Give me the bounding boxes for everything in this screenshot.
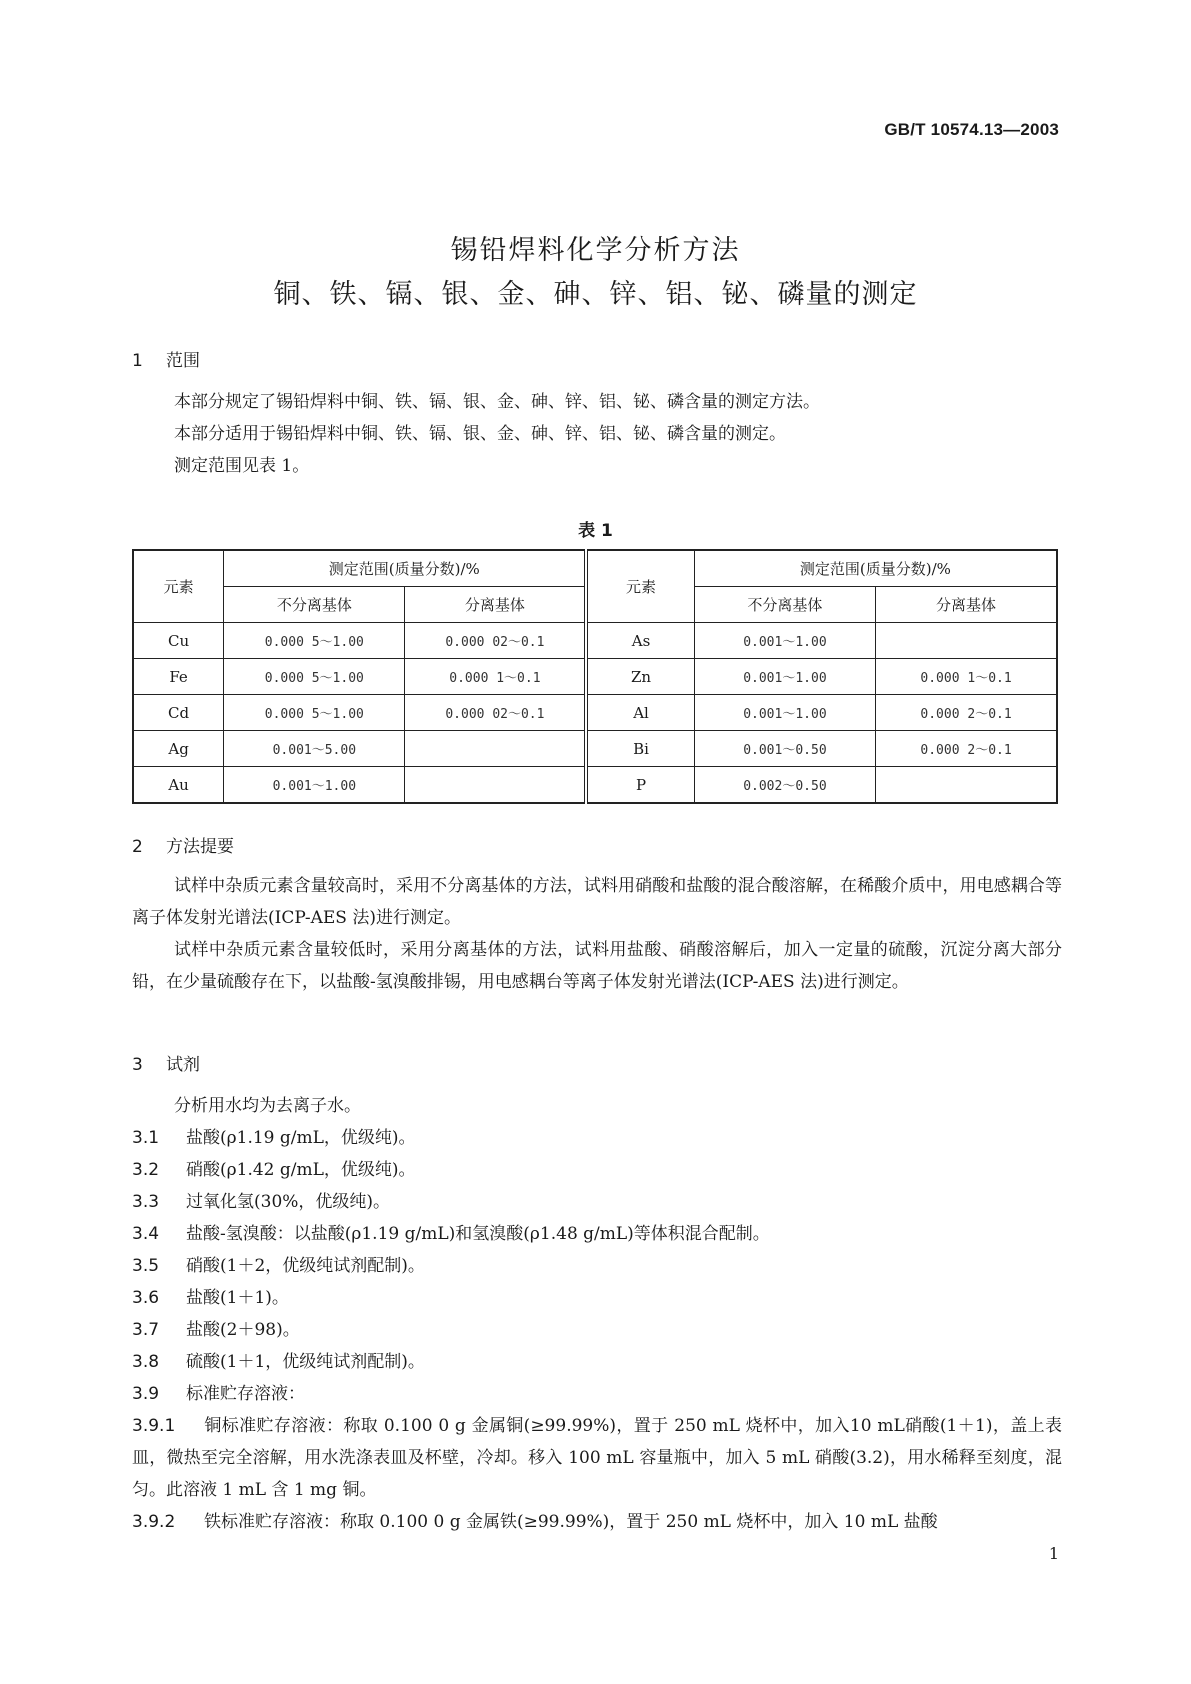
item-text: 盐酸-氢溴酸：以盐酸(ρ1.19 g/mL)和氢溴酸(ρ1.48 g/mL)等体积混合配制。 <box>186 1224 770 1244</box>
item-text: 盐酸(1＋1)。 <box>186 1288 289 1308</box>
paragraph: 试样中杂质元素含量较低时，采用分离基体的方法，试料用盐酸、硝酸溶解后，加入一定量的硫酸，沉淀分离大部分铅，在少量硫酸存在下，以盐酸-氢溴酸排锡，用电感耦台等离子体发射光谱法(ICP-AES 法)进行测定。 <box>132 940 1062 992</box>
range-cell: 0.000 02～0.1 <box>405 695 586 731</box>
range-cell <box>876 767 1057 804</box>
item-number: 3.7 <box>132 1320 160 1340</box>
range-cell: 0.000 5～1.00 <box>224 623 405 659</box>
item-text: 硫酸(1＋1，优级纯试剂配制)。 <box>186 1352 425 1372</box>
item-text: 盐酸(ρ1.19 g/mL，优级纯)。 <box>186 1128 416 1148</box>
list-item <box>132 1186 1062 1218</box>
page-number: 1 <box>1048 1544 1059 1563</box>
section-2-heading <box>132 832 234 857</box>
header-separated: 分离基体 <box>405 587 586 623</box>
range-cell: 0.001～1.00 <box>694 695 875 731</box>
element-cell: Cu <box>133 623 224 659</box>
section-3-heading <box>132 1050 200 1075</box>
header-nonseparated: 不分离基体 <box>224 587 405 623</box>
section-title: 范围 <box>166 351 200 371</box>
list-item <box>132 1154 1062 1186</box>
section-title: 试剂 <box>166 1055 200 1075</box>
range-cell: 0.000 02～0.1 <box>405 623 586 659</box>
list-item <box>132 1282 1062 1314</box>
list-item <box>132 1346 1062 1378</box>
range-cell: 0.000 1～0.1 <box>405 659 586 695</box>
paragraph: 本部分规定了锡铅焊料中铜、铁、镉、银、金、砷、锌、铝、铋、磷含量的测定方法。 <box>174 392 820 412</box>
table-row <box>133 695 1057 731</box>
item-text: 硝酸(1＋2，优级纯试剂配制)。 <box>186 1256 425 1276</box>
section-number: 2 <box>132 837 143 857</box>
item-number: 3.9.2 <box>132 1512 176 1532</box>
list-item <box>132 1122 1062 1154</box>
header-range: 测定范围(质量分数)/% <box>694 550 1057 587</box>
range-cell <box>876 623 1057 659</box>
header-element: 元素 <box>133 550 224 623</box>
list-item <box>132 1314 1062 1346</box>
element-cell: Cd <box>133 695 224 731</box>
range-cell: 0.000 2～0.1 <box>876 731 1057 767</box>
item-text: 铜标准贮存溶液：称取 0.100 0 g 金属铜(≥99.99%)，置于 250 mL 烧杯中，加入10 mL硝酸(1＋1)，盖上表皿，微热至完全溶解，用水洗涤表皿及杯壁，冷却。移入 100 mL 容量瓶中，加入 5 mL 硝酸(3.2)，用水稀释至刻度，混匀。此溶液 1 mL 含 1 mg 铜。 <box>132 1416 1062 1500</box>
item-number: 3.5 <box>132 1256 160 1276</box>
list-item <box>132 1378 1062 1410</box>
table-row <box>133 623 1057 659</box>
item-number: 3.3 <box>132 1192 160 1212</box>
table-header-row <box>133 550 1057 587</box>
section-title: 方法提要 <box>166 837 234 857</box>
item-text: 硝酸(ρ1.42 g/mL，优级纯)。 <box>186 1160 416 1180</box>
range-cell: 0.001～1.00 <box>224 767 405 804</box>
table-row <box>133 731 1057 767</box>
range-cell: 0.000 1～0.1 <box>876 659 1057 695</box>
element-cell: Bi <box>586 731 694 767</box>
range-cell: 0.000 5～1.00 <box>224 659 405 695</box>
standard-code: GB/T 10574.13—2003 <box>884 120 1059 139</box>
item-text: 盐酸(2＋98)。 <box>186 1320 300 1340</box>
element-cell: Zn <box>586 659 694 695</box>
item-number: 3.8 <box>132 1352 160 1372</box>
header-separated: 分离基体 <box>876 587 1057 623</box>
range-cell: 0.001～0.50 <box>694 731 875 767</box>
table-1 <box>132 549 1058 804</box>
item-number: 3.1 <box>132 1128 160 1148</box>
section-number: 1 <box>132 351 143 371</box>
paragraph: 试样中杂质元素含量较高时，采用不分离基体的方法，试料用硝酸和盐酸的混合酸溶解，在稀酸介质中，用电感耦合等离子体发射光谱法(ICP-AES 法)进行测定。 <box>132 876 1062 928</box>
paragraph: 本部分适用于锡铅焊料中铜、铁、镉、银、金、砷、锌、铝、铋、磷含量的测定。 <box>174 424 786 444</box>
item-number: 3.2 <box>132 1160 160 1180</box>
item-text: 过氧化氢(30%，优级纯)。 <box>186 1192 391 1212</box>
list-item <box>132 1410 1062 1506</box>
element-cell: As <box>586 623 694 659</box>
element-cell: Fe <box>133 659 224 695</box>
range-cell <box>405 731 586 767</box>
section-number: 3 <box>132 1055 143 1075</box>
range-cell: 0.000 2～0.1 <box>876 695 1057 731</box>
table-row <box>133 659 1057 695</box>
list-item <box>132 1506 1062 1538</box>
range-cell: 0.002～0.50 <box>694 767 875 804</box>
range-cell: 0.001～1.00 <box>694 659 875 695</box>
item-number: 3.4 <box>132 1224 160 1244</box>
table-row <box>133 767 1057 804</box>
header-range: 测定范围(质量分数)/% <box>224 550 587 587</box>
element-cell: Au <box>133 767 224 804</box>
paragraph: 分析用水均为去离子水。 <box>174 1096 361 1116</box>
header-element: 元素 <box>586 550 694 623</box>
item-number: 3.9 <box>132 1384 160 1404</box>
list-item <box>132 1218 1062 1250</box>
list-item <box>132 1250 1062 1282</box>
document-subtitle: 铜、铁、镉、银、金、砷、锌、铝、铋、磷量的测定 <box>273 279 918 310</box>
header-nonseparated: 不分离基体 <box>694 587 875 623</box>
paragraph: 测定范围见表 1。 <box>174 456 310 476</box>
range-cell: 0.001～1.00 <box>694 623 875 659</box>
section-1-heading <box>132 346 200 371</box>
range-cell: 0.000 5～1.00 <box>224 695 405 731</box>
item-number: 3.6 <box>132 1288 160 1308</box>
item-text: 铁标准贮存溶液：称取 0.100 0 g 金属铁(≥99.99%)，置于 250 mL 烧杯中，加入 10 mL 盐酸 <box>204 1512 938 1532</box>
item-text: 标准贮存溶液： <box>186 1384 305 1404</box>
item-number: 3.9.1 <box>132 1416 176 1436</box>
range-cell: 0.001～5.00 <box>224 731 405 767</box>
document-title: 锡铅焊料化学分析方法 <box>450 235 741 266</box>
element-cell: P <box>586 767 694 804</box>
range-cell <box>405 767 586 804</box>
element-cell: Ag <box>133 731 224 767</box>
table-caption: 表 1 <box>578 521 613 541</box>
element-cell: Al <box>586 695 694 731</box>
